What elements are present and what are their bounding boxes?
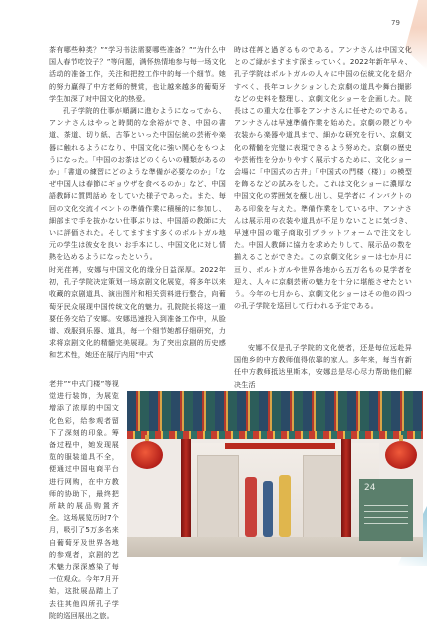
- article-column-left-middle: [49, 264, 226, 378]
- board-text-line: [364, 505, 408, 506]
- exhibition-photo: [127, 391, 423, 557]
- red-lantern-icon: [131, 441, 163, 469]
- paragraph-chinese-2-continued: 老井”“中式门楼”等视觉进行装饰，为展览增添了浓厚的中国文化色彩，给参观者留下了深刻的印象。筹备过程中，她发现展览的服装道具不全，便通过中国电商平台进行网购，在中方教师的协助下，最终把所缺的展品购置齐全。这场展览历时7个月，吸引了5万多名来自葡萄牙及世界各地的参观者，京剧的艺术魅力深深感染了每一位观众。今年7月开始，这批展品踏上了去往其他四所孔子学院的巡回展出之旅。: [49, 379, 119, 620]
- opera-costume-figure: [245, 477, 257, 537]
- paragraph-chinese-3: 安娜不仅是孔子学院的文化使者，还是每位远赴异国他乡的中方教师值得依靠的家人。多年来，每当有新任中方教师抵达里斯本，安娜总是尽心尽力帮助他们解决生活: [234, 343, 412, 389]
- display-panel: [197, 455, 239, 539]
- board-text-line: [364, 523, 408, 524]
- paragraph-japanese-1: 孔子学院的仕事が順調に進むようになってから、アンナさんはやっと時間的な余裕ができ、中国の書道、茶道、切り紙、古筝といった中国伝統の芸術や楽器に触れるようになり、中国文化に強い関心をもつようになった。「中国のお茶はどのくらいの種類があるのか」「書道の練習にどのような準備が必要なのか」「なぜ中国人は春節にギョウザを食べるのか」など、中国語教師に質問話め をしていた様子であった。また、毎回の文化交流イベントの準備作業に積極的に参加し、細部まで手を抜かない仕事ぶりは、中国語の教師に大いに評価された。そしてますます多くのポルトガル地元の学生は彼女を良い お手本にし、中国文化に対し情熱を込めるようになったという。: [49, 106, 226, 262]
- painted-ceiling: [127, 391, 423, 435]
- opera-costume-figure: [263, 481, 273, 537]
- board-text-line: [364, 517, 408, 518]
- article-column-right-middle: [234, 342, 412, 389]
- ceiling-trim: [127, 431, 423, 439]
- page-number: 79: [391, 19, 400, 27]
- article-column-left-top: [49, 44, 226, 262]
- article-column-left-narrow: [49, 378, 119, 620]
- opera-costume-figure: [279, 475, 291, 537]
- red-lantern-icon: [385, 441, 417, 469]
- gate-lintel: [225, 443, 335, 449]
- exhibit-number-board: [359, 479, 413, 541]
- article-column-right-top: [234, 44, 412, 334]
- paragraph-chinese-1: 茶有哪些种类？”“学习书法需要哪些准备？”“为什么中国人春节吃饺子？”等问题，满怀热情地参与每一场文化活动的准备工作，关注和把控工作中的每一个细节。她的努力赢得了中方老师的赞赏，也让越来越多的葡萄牙学生加深了对中国文化的热爱。: [49, 45, 226, 103]
- paragraph-japanese-2: 時は荏苒と過ぎるものである。アンナさんは中国文化とのご縁がますます深まっていく。2022年新年早々、孔子学院はポルトガルの人々に中国の伝統文化を紹介すべく、長年コレクションした京劇の道具や舞台撮影などの史料を整理し、京劇文化ショーを企画した。院長はこの重大な仕事をアンナさんに任せたのである。アンナさんは早速準備作業を始めた。京劇の隈どりや衣装から楽器や道具まで、細かな研究を行い、京劇文化の精髄を完璧に表現できるよう努めた。京劇の歴史や芸術性を分かりやすく展示するために、文化ショー会場に「中国式の古井」「中国式の門楼（楼）」の模型を飾るなどの試みをした。これは文化ショーに濃厚な中国文化の雰囲気を醸し出し、見学者に インパクトのある印象を与えた。準備作業をしている中、アンナさんは展示用の衣装や道具が不足りないことに気づき、早速中国の電子商取引プラットフォームで注文をした。中国人教師に協力を求めたりして、展示品の数を揃えることができた。この京劇文化ショーは七か月に亘り、ポルトガルや世界各地から五万名もの見学者を迎え、人々に京劇芸術の魅力を十分に堪能させたという。今年の七月から、京劇文化ショーはその他の四つの孔子学院を巡回して行われる予定である。: [234, 45, 412, 311]
- paragraph-chinese-2: 时光荏苒，安娜与中国文化的缘分日益深厚。2022年初，孔子学院决定策划一场京剧文化展览，将多年以来收藏的京剧道具、演出图片和相关资料进行整合，向葡萄牙民众展现中国传统文化的魅力。孔院院长将这一重要任务交给了安娜。安娜迅速投入到准备工作中，从脸谱、戏服到乐器、道具，每一个细节她都仔细研究，力求将京剧文化的精髓完美展现。为了突出京剧的历史感和艺术性，她还在展厅内用“中式: [49, 265, 226, 360]
- exhibit-number: 24: [364, 483, 376, 493]
- board-text-line: [364, 511, 408, 512]
